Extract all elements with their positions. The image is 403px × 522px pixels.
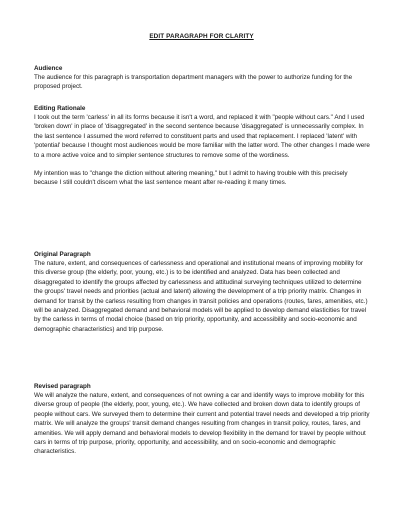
section-paragraph: We will analyze the nature, extent, and consequences of not owning a car and identify ways to improve mobility for this diverse group of people (the elderly, poor, young, etc.). We have collected and broken down data to identify groups of people without cars. We surveyed them to determine their current and potential travel needs and developed a trip priority matrix. We will analyze the groups' transit demand changes resulting from changes in transit policy, routes, fares, and amenities. We will apply demand and behavioral models to develop flexibility in the demand for travel by people without cars in terms of trip purpose, priority, opportunity, and accessibility, and on socio-economic and demographic characteristics. <box>34 392 370 456</box>
section-heading: Audience <box>34 65 63 72</box>
section-heading: Editing Rationale <box>34 105 86 112</box>
section-editing-rationale <box>34 104 370 188</box>
section-paragraph: I took out the term 'carless' in all its forms because it isn't a word, and replaced it with "people without cars." And I used 'broken down' in place of 'disaggregated' in the second sentence because 'disaggregated' is unnecessarily complex. In the last sentence I assumed the word referred to constituent parts and used that replacement. I replaced 'latent' with 'potential' because I thought most audiences would be more familiar with the latter word. The other changes I made were to a more active voice and to simpler sentence structures to remove some of the wordiness. <box>34 114 370 159</box>
section-original-paragraph <box>34 250 370 334</box>
section-heading: Revised paragraph <box>34 383 91 390</box>
section-heading: Original Paragraph <box>34 251 91 258</box>
section-audience <box>34 64 370 92</box>
section-revised-paragraph <box>34 382 370 457</box>
section-paragraph: The nature, extent, and consequences of carlessness and operational and institutional means of improving mobility for this diverse group (the elderly, poor, young, etc.) is to be identified and analyzed. Data has been collected and disaggregated to identify the groups affected by carlessness and attitudinal surveying techniques utilized to determine the groups' travel needs and priorities (actual and latent) allowing the development of a trip priority matrix. Changes in demand for transit by the carless resulting from changes in transit policies and operations (routes, fares, amenities, etc.) will be analyzed. Disaggregated demand and behavioral models will be applied to develop demand elasticities for travel by the carless in terms of modal choice (based on trip priority, opportunity, and accessibility and socio-economic and demographic characteristics) and trip purpose. <box>34 260 368 333</box>
section-paragraph: The audience for this paragraph is transportation department managers with the power to authorize funding for the proposed project. <box>34 74 353 91</box>
document-title: EDIT PARAGRAPH FOR CLARITY <box>149 33 254 40</box>
section-paragraph: My intention was to "change the diction without altering meaning," but I admit to having trouble with this precisely because I still couldn't discern what the last sentence meant after re-reading it many times. <box>34 170 348 187</box>
